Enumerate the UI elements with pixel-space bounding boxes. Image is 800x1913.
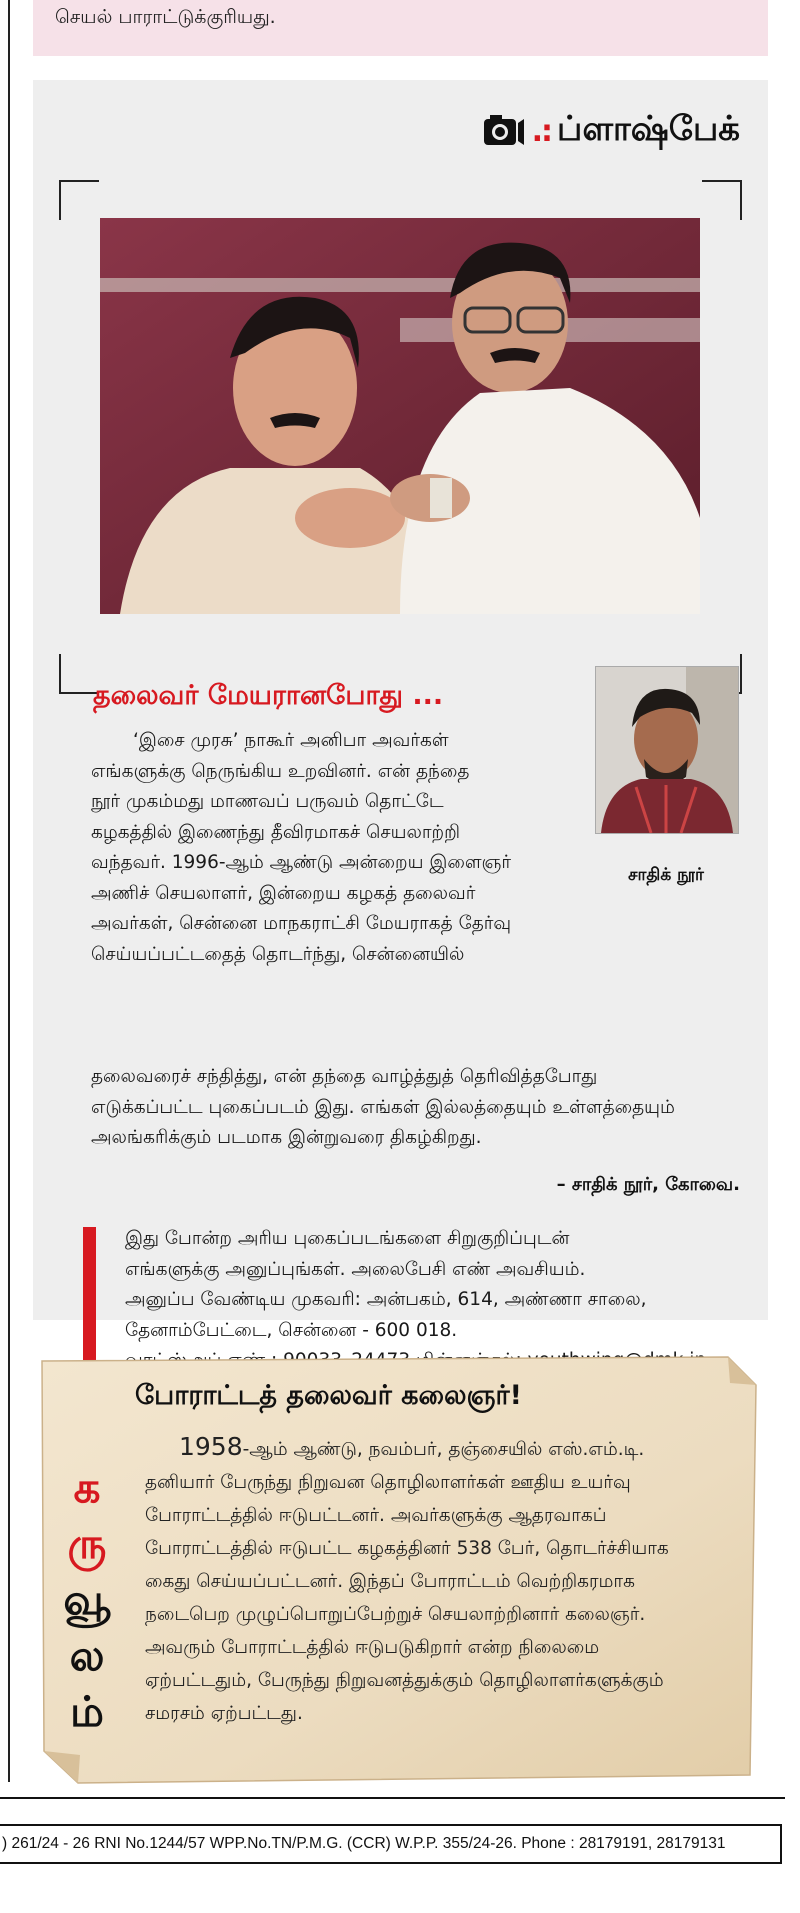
footer-rule: [0, 1797, 785, 1799]
parchment-title: போராட்டத் தலைவர் கலைஞர்!: [135, 1380, 522, 1411]
label-char: ல: [69, 1631, 105, 1680]
parchment-first-word: 1958: [179, 1432, 243, 1461]
flashback-logo: [482, 108, 740, 154]
previous-article-tail: [33, 0, 768, 56]
parchment-line: தனியார் பேருந்து நிறுவன தொழிலாளர்கள் ஊதிய உயர்வு: [145, 1472, 631, 1493]
parchment-line: நடைபெற முழுப்பொறுப்பேற்றுச் செயலாற்றினார் கலைஞர்.: [145, 1604, 646, 1625]
article-line: நூர் முகம்மது மாணவப் பருவம் தொட்டே: [91, 791, 444, 812]
article-line: அணிச் செயலாளர், இன்றைய கழகத் தலைவர்: [91, 882, 476, 904]
logo-text: ப்ளாஷ்பேக்: [557, 109, 740, 149]
page-left-rule: [8, 0, 10, 1782]
parchment-line-text: -ஆம் ஆண்டு, நவம்பர், தஞ்சையில் எஸ்.எம்.டி.: [242, 1439, 645, 1460]
article-byline: – சாதிக் நூர், கோவை.: [556, 1174, 740, 1195]
author-portrait: [595, 666, 739, 834]
parchment-line: போராட்டத்தில் ஈடுபட்டனர். அவர்களுக்கு ஆதரவாகப்: [145, 1505, 607, 1526]
frame-corner-top-left: [59, 180, 99, 220]
article-line: எங்களுக்கு நெருங்கிய உறவினர். என் தந்தை: [91, 760, 470, 782]
article-body-wide: [91, 1062, 743, 1154]
previous-article-text: செயல் பாராட்டுக்குரியது.: [55, 6, 276, 28]
flashback-photo: [100, 218, 700, 614]
note-line: தேனாம்பேட்டை, சென்னை - 600 018.: [125, 1319, 458, 1341]
label-char: ம்: [70, 1687, 104, 1736]
parchment-line: அவரும் போராட்டத்தில் ஈடுபடுகிறார் என்ற நிலைமை: [145, 1637, 600, 1658]
parchment-body: [145, 1430, 730, 1730]
article-body: [91, 726, 575, 970]
parchment-line: ஏற்பட்டதும், பேருந்து நிறுவனத்துக்கும் தொழிலாளர்களுக்கும்: [145, 1670, 664, 1691]
article-line: அலங்கரிக்கும் படமாக இன்றுவரை திகழ்கிறது.: [91, 1127, 482, 1148]
note-line: எங்களுக்கு அனுப்புங்கள். அலைபேசி எண் அவசியம்.: [125, 1258, 586, 1280]
article-line: வந்தவர். 1996-ஆம் ஆண்டு அன்றைய இளைஞர்: [91, 852, 512, 873]
article-line: தலைவரைச் சந்தித்து, என் தந்தை வாழ்த்துத் தெரிவித்தபோது: [91, 1066, 598, 1087]
section-title: தலைவர் மேயரானபோது ...: [93, 680, 444, 711]
camera-icon: [482, 109, 526, 153]
note-line: இது போன்ற அரிய புகைப்படங்களை சிறுகுறிப்புடன்: [125, 1228, 570, 1249]
registration-footer: [0, 1824, 782, 1864]
parchment-line: போராட்டத்தில் ஈடுபட்ட கழகத்தினர் 538 பேர், தொடர்ச்சியாக: [145, 1538, 669, 1559]
parchment-line: கைது செய்யப்பட்டனர். இந்தப் போராட்டம் வெற்றிகரமாக: [145, 1571, 635, 1592]
article-line: ‘இசை முரசு’ நாகூர் அனிபா அவர்கள்: [133, 730, 449, 751]
flashback-panel: [33, 80, 768, 1341]
photo-illustration: [100, 218, 700, 614]
note-line: அனுப்ப வேண்டிய முகவரி: அன்பகம், 614, அண்ணா சாலை,: [125, 1289, 647, 1310]
article-line: கழகத்தில் இணைந்து தீவிரமாகச் செயலாற்றி: [91, 821, 461, 843]
label-char: க: [73, 1463, 101, 1512]
submission-note: [125, 1224, 765, 1377]
portrait-illustration: [596, 667, 738, 833]
article-line: எடுக்கப்பட்ட புகைப்படம் இது. எங்கள் இல்லத்தையும் உள்ளத்தையும்: [91, 1096, 675, 1118]
vertical-series-label: [62, 1460, 112, 1740]
label-char: வூ: [63, 1575, 111, 1624]
parchment-line: சமரசம் ஏற்பட்டது.: [145, 1703, 303, 1724]
article-line: செய்யப்பட்டதைத் தொடர்ந்து, சென்னையில்: [91, 943, 465, 965]
parchment-line: [145, 1430, 730, 1466]
label-char: ரு: [67, 1519, 107, 1568]
portrait-caption: சாதிக் நூர்: [628, 865, 704, 885]
logo-dots: .:: [531, 113, 552, 149]
article-line: அவர்கள், சென்னை மாநகராட்சி மேயராகத் தேர்வு: [91, 913, 512, 934]
footer-text: ) 261/24 - 26 RNI No.1244/57 WPP.No.TN/P.M.G. (CCR) W.P.P. 355/24-26. Phone : 28179191, 28179131: [2, 1835, 726, 1852]
frame-corner-top-right: [702, 180, 742, 220]
